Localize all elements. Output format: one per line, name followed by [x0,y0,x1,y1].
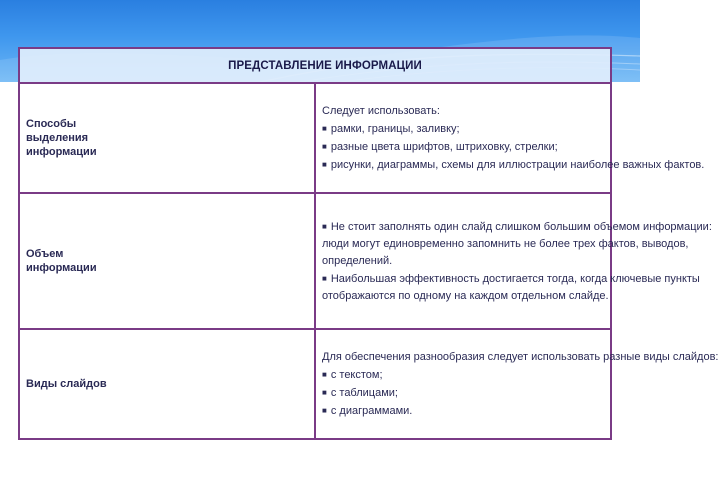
bullet-item: ■ рамки, границы, заливку; [322,122,460,135]
table-title-cell [19,48,611,83]
label-line: Виды слайдов [26,378,107,390]
info-table [18,47,718,440]
content-line: люди могут единовременно запомнить не более трех фактов, выводов, [322,237,689,250]
row-content-volume [315,193,712,329]
bullet-item: ■ разные цвета шрифтов, штриховку, стрелки; [322,140,558,153]
row-label-highlighting [19,83,315,193]
label-line: выделения [26,132,89,144]
content-line: определений. [322,254,393,267]
label-line: информации [26,146,97,158]
table-row [19,193,611,329]
bullet-item: ■ Наибольшая эффективность достигается тогда, когда ключевые пункты [322,272,700,285]
row-content-slide-types [315,329,718,439]
square-bullet-icon: ■ [322,369,327,379]
square-bullet-icon: ■ [322,141,327,151]
square-bullet-icon: ■ [322,123,327,133]
bullet-item: ■ с диаграммами. [322,404,413,417]
bullet-item: ■ Не стоит заполнять один слайд слишком большим объемом информации: [322,220,712,233]
label-line: информации [26,262,97,274]
label-line: Способы [26,118,77,130]
square-bullet-icon: ■ [322,159,327,169]
square-bullet-icon: ■ [322,405,327,415]
bullet-item: ■ рисунки, диаграммы, схемы для иллюстрации наиболее важных фактов. [322,158,705,171]
square-bullet-icon: ■ [322,387,327,397]
square-bullet-icon: ■ [322,221,327,231]
bullet-item: ■ с текстом; [322,368,383,381]
table-title: ПРЕДСТАВЛЕНИЕ ИНФОРМАЦИИ [228,59,422,72]
content-line: отображаются по одному на каждом отдельном слайде. [322,289,609,302]
square-bullet-icon: ■ [322,273,327,283]
row-content-highlighting [315,83,705,193]
content-line: Следует использовать: [322,104,440,117]
content-line: Для обеспечения разнообразия следует использовать разные виды слайдов: [322,350,718,363]
label-line: Объем [26,248,64,260]
bullet-item: ■ с таблицами; [322,386,398,399]
row-label-slide-types [19,329,315,439]
table-row [19,329,611,439]
row-label-volume [19,193,315,329]
table-row [19,83,611,193]
